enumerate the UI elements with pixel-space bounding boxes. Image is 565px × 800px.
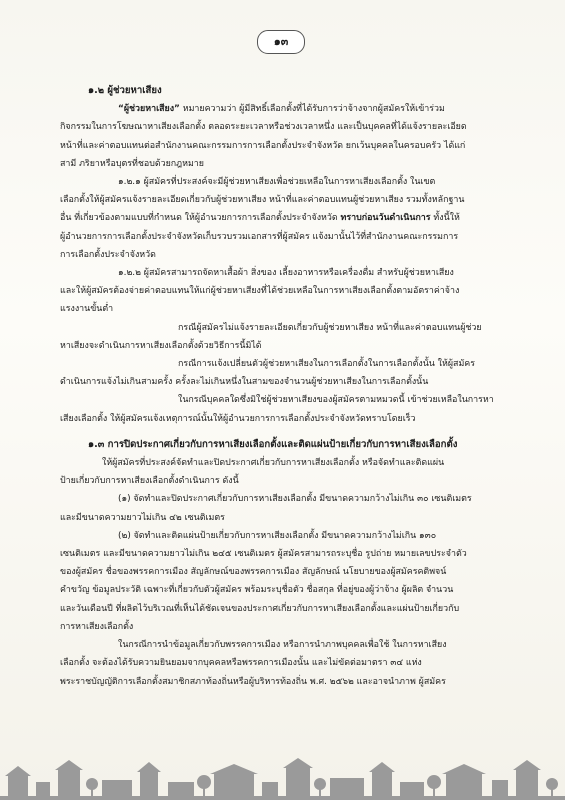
paragraph-line: กรณีผู้สมัครไม่แจ้งรายละเอียดเกี่ยวกับผู้ช่วยหาเสียง หน้าที่และค่าตอบแทนผู้ช่วย (178, 322, 482, 333)
paragraph-line (60, 100, 515, 118)
paragraph-line: กิจกรรมในการโฆษณาหาเสียงเลือกตั้ง ตลอดระยะเวลาหรือช่วงเวลาหนึ่ง และเป็นบุคคลที่ได้แจ้งรายละเอียด (60, 122, 467, 133)
page-number: ๑๓ (257, 30, 305, 54)
text-run: ทั้งนี้ให้ (430, 213, 460, 224)
section-heading-1-2: ๑.๒ ผู้ช่วยหาเสียง (88, 85, 162, 96)
defined-term: “ผู้ช่วยหาเสียง” (118, 104, 180, 115)
paragraph-line: และวันเดือนปี ที่ผลิตไว้บริเวณที่เห็นได้ชัดเจนของประกาศเกี่ยวกับการหาเสียงเลือกตั้งและแผ่นป้ายเกี่ยวกับ (60, 603, 460, 614)
paragraph-line: เสียงเลือกตั้ง ให้ผู้สมัครแจ้งเหตุการณ์นั้นให้ผู้อำนวยการการเลือกตั้งประจำจังหวัดทราบโดยเร็ว (60, 413, 416, 424)
list-item: (๒) จัดทำและติดแผ่นป้ายเกี่ยวกับการหาเสียงเลือกตั้ง มีขนาดความกว้างไม่เกิน ๑๓๐ (118, 530, 437, 541)
paragraph-line: เซนติเมตร และมีขนาดความยาวไม่เกิน ๒๔๕ เซนติเมตร ผู้สมัครสามารถระบุชื่อ รูปถ่าย หมายเลขประจำตัว (60, 549, 467, 560)
paragraph-line: ในกรณีการนำข้อมูลเกี่ยวกับพรรคการเมือง หรือการนำภาพบุคคลเพื่อใช้ ในการหาเสียง (118, 640, 447, 651)
paragraph-line: เลือกตั้ง จะต้องได้รับความยินยอมจากบุคคลหรือพรรคการเมืองนั้น และไม่ขัดต่อมาตรา ๓๔ แห่ง (60, 658, 422, 669)
paragraph-line: พระราชบัญญัติการเลือกตั้งสมาชิกสภาท้องถิ่นหรือผู้บริหารท้องถิ่น พ.ศ. ๒๕๖๒ และอาจนำภาพ ผู้สมัคร (60, 676, 446, 687)
paragraph-line: ดำเนินการแจ้งไม่เกินสามครั้ง ครั้งละไม่เกินหนึ่งในสามของจำนวนผู้ช่วยหาเสียงในการเลือกตั้งนั้น (60, 377, 429, 388)
paragraph-line: และมีขนาดความยาวไม่เกิน ๔๒ เซนติเมตร (60, 512, 225, 523)
paragraph-line: ๑.๒.๒ ผู้สมัครสามารถจัดหาเสื้อผ้า สิ่งของ เลี้ยงอาหารหรือเครื่องดื่ม สำหรับผู้ช่วยหาเสียง (118, 268, 454, 279)
paragraph-line: ป้ายเกี่ยวกับการหาเสียงเลือกตั้งดำเนินการ ดังนี้ (60, 476, 239, 487)
paragraph-line: แรงงานขั้นต่ำ (60, 304, 114, 315)
paragraph-line: สามี ภริยาหรือบุตรที่ชอบด้วยกฎหมาย (60, 158, 204, 169)
paragraph-line: การเลือกตั้งประจำจังหวัด (60, 249, 156, 260)
paragraph-line: และให้ผู้สมัครต้องจ่ายค่าตอบแทนให้แก่ผู้ช่วยหาเสียงที่ได้ช่วยเหลือในการหาเสียงเลือกตั้งตามอัตราค่าจ้าง (60, 286, 460, 297)
text-run: อื่น ที่เกี่ยวข้องตามแบบที่กำหนด ให้ผู้อำนวยการการเลือกตั้งประจำจังหวัด (60, 213, 341, 224)
definition-text: หมายความว่า ผู้มีสิทธิ์เลือกตั้งที่ได้รับการว่าจ้างจากผู้สมัครให้เข้าร่วม (179, 104, 445, 115)
paragraph-line (60, 209, 515, 227)
paragraph-line: ๑.๒.๑ ผู้สมัครที่ประสงค์จะมีผู้ช่วยหาเสียงเพื่อช่วยเหลือในการหาเสียงเลือกตั้ง ในเขต (118, 177, 436, 188)
list-item: (๑) จัดทำและปิดประกาศเกี่ยวกับการหาเสียงเลือกตั้ง มีขนาดความกว้างไม่เกิน ๓๐ เซนติเมตร (118, 494, 472, 505)
paragraph-line: ของผู้สมัคร ชื่อของพรรคการเมือง สัญลักษณ์ของพรรคการเมือง สัญลักษณ์ นโยบายของผู้สมัครคติพจน์ (60, 567, 447, 578)
section-heading-1-3: ๑.๓ การปิดประกาศเกี่ยวกับการหาเสียงเลือกตั้งและติดแผ่นป้ายเกี่ยวกับการหาเสียงเลือกตั้ง (88, 438, 458, 450)
paragraph-line: ในกรณีบุคคลใดซึ่งมิใช่ผู้ช่วยหาเสียงของผู้สมัครตามหมวดนี้ เข้าช่วยเหลือในการหา (178, 395, 494, 406)
emphasis-text: ทราบก่อนวันดำเนินการ (340, 213, 431, 224)
paragraph-line: ผู้อำนวยการการเลือกตั้งประจำจังหวัดเก็บรวบรวมเอกสารที่ผู้สมัคร แจ้งมานั้นไว้ที่สำนักงานคณะกรรมการ (60, 231, 459, 242)
paragraph-line: คำขวัญ ข้อมูลประวัติ เฉพาะที่เกี่ยวกับตัวผู้สมัคร พร้อมระบุชื่อตัว ชื่อสกุล ที่อยู่ของผู้ว่าจ้าง ผู้ผลิต จำนวน (60, 585, 454, 596)
paragraph-line: การหาเสียงเลือกตั้ง (60, 621, 134, 632)
footer-town-illustration (0, 752, 565, 800)
paragraph-line: หน้าที่และค่าตอบแทนต่อสำนักงานคณะกรรมการการเลือกตั้งประจำจังหวัด ยกเว้นบุคคลในครอบครัว ได้แก่ (60, 140, 466, 151)
document-body (60, 82, 515, 691)
paragraph-line: เลือกตั้งให้ผู้สมัครแจ้งรายละเอียดเกี่ยวกับผู้ช่วยหาเสียง หน้าที่และค่าตอบแทนผู้ช่วยหาเสียง รวมทั้งหลักฐาน (60, 195, 465, 206)
paragraph-line: กรณีการแจ้งเปลี่ยนตัวผู้ช่วยหาเสียงในการเลือกตั้งในการเลือกตั้งนั้น ให้ผู้สมัคร (178, 359, 476, 370)
paragraph-line: ให้ผู้สมัครที่ประสงค์จัดทำและปิดประกาศเกี่ยวกับการหาเสียงเลือกตั้ง หรือจัดทำและติดแผ่น (102, 458, 445, 469)
paragraph-line: หาเสียงจะดำเนินการหาเสียงเลือกตั้งด้วยวิธีการนี้มิได้ (60, 340, 262, 351)
